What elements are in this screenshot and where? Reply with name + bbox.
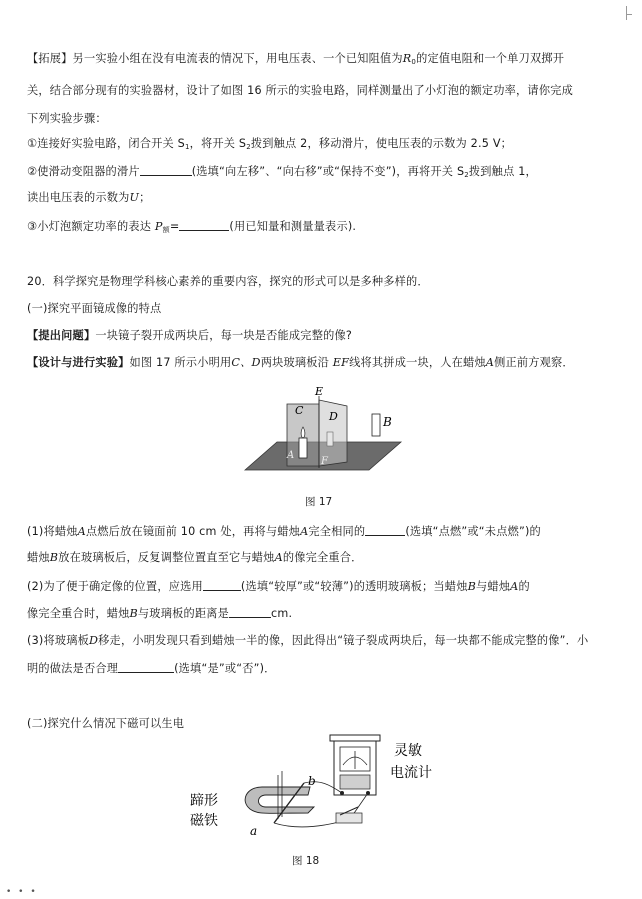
- candle-b: [372, 414, 380, 436]
- q20-part-2-title: (二)探究什么情况下磁可以生电: [27, 717, 185, 730]
- q20-intro: 20．科学探究是物理学科核心素养的重要内容，探究的形式可以是多种多样的．: [27, 275, 429, 288]
- extension-line-3: 下列实验步骤：: [27, 112, 107, 125]
- label-a: A: [287, 450, 295, 461]
- galvanometer-base: [340, 775, 370, 789]
- meter-label-2: 电流计: [390, 765, 432, 781]
- q20-s3-line2: 明的做法是否合理 (选填“是”或“否”)．: [27, 662, 276, 675]
- extension-line-1: 【拓展】另一实验小组在没有电流表的情况下，用电压表、一个已知阻值为$R_0$的定值电阻和一个单刀双掷开: [27, 52, 565, 66]
- answer-blank-reasonable[interactable]: [118, 662, 174, 673]
- galvanometer-top: [330, 735, 380, 741]
- meter-label-1: 灵敏: [394, 743, 422, 759]
- q20-s1-line2: 蜡烛B放在玻璃板后，反复调整位置直至它与蜡烛A的像完全重合．: [27, 551, 363, 564]
- q20-s1-line1: (1)将蜡烛A点燃后放在镜面前 10 cm 处，再将与蜡烛A完全相同的 (选填“点燃”或“未点燃”)的: [27, 525, 541, 538]
- q20-s2-line1: (2)为了便于确定像的位置，应选用 (选填“较厚”或“较薄”)的透明玻璃板；当蜡烛B与蜡烛A的: [27, 580, 530, 593]
- label-b: B: [383, 415, 392, 429]
- label-e: E: [315, 385, 324, 398]
- magnet-label-1: 蹄形: [190, 793, 218, 809]
- answer-blank-power[interactable]: [179, 220, 229, 231]
- label-b: b: [308, 774, 316, 788]
- label-c: C: [295, 404, 304, 417]
- answer-blank-thickness[interactable]: [203, 580, 241, 591]
- figure-17-diagram: [235, 382, 405, 482]
- q20-s2-line2: 像完全重合时，蜡烛B与玻璃板的距离是 cm.: [27, 607, 293, 620]
- extension-line-2: 关，结合部分现有的实验器材，设计了如图 16 所示的实验电路，同样测量出了小灯泡的额定功率，请你完成: [27, 84, 573, 97]
- candle-a: [299, 438, 307, 458]
- answer-blank-slider[interactable]: [140, 165, 192, 176]
- page-corner-mark: [622, 6, 632, 20]
- label-f: F: [321, 456, 328, 467]
- horseshoe-magnet: [245, 787, 314, 813]
- step-3: ③小灯泡额定功率的表达 $P_额=$ (用已知量和测量量表示).: [27, 220, 357, 234]
- q20-question: 【提出问题】一块镜子裂开成两块后，每一块是否能成完整的像?: [27, 329, 352, 342]
- figure-18-caption: 图 18: [292, 855, 320, 867]
- page-footer-marks: • • •: [6, 887, 38, 897]
- answer-blank-lit[interactable]: [365, 525, 405, 536]
- magnet-label-2: 磁铁: [190, 813, 218, 829]
- q20-part-1-title: (一)探究平面镜成像的特点: [27, 302, 162, 315]
- figure-18-diagram: [190, 735, 460, 855]
- step-2: ②使滑动变阻器的滑片 (选填“向左移”、“向右移”或“保持不变”)，再将开关 $S_2$拨到触点 1，: [27, 165, 537, 179]
- label-a: a: [250, 824, 258, 838]
- answer-blank-distance[interactable]: [229, 607, 271, 618]
- step-1: ①连接好实验电路，闭合开关 $S_1$，将开关 $S_2$拨到触点 2，移动滑片，使电压表的示数为 2.5 V；: [27, 137, 513, 151]
- q20-design: 【设计与进行实验】如图 17 所示小明用C、D两块玻璃板沿 EF线将其拼成一块，人在蜡烛A侧正前方观察．: [27, 356, 574, 369]
- step-2-continued: 读出电压表的示数为U；: [27, 191, 151, 204]
- candle-image: [327, 432, 333, 446]
- label-d: D: [329, 410, 338, 423]
- figure-17-caption: 图 17: [305, 496, 333, 508]
- q20-s3-line1: (3)将玻璃板D移走，小明发现只看到蜡烛一半的像，因此得出“镜子裂成两块后，每一块都不能成完整的像”．小: [27, 634, 589, 647]
